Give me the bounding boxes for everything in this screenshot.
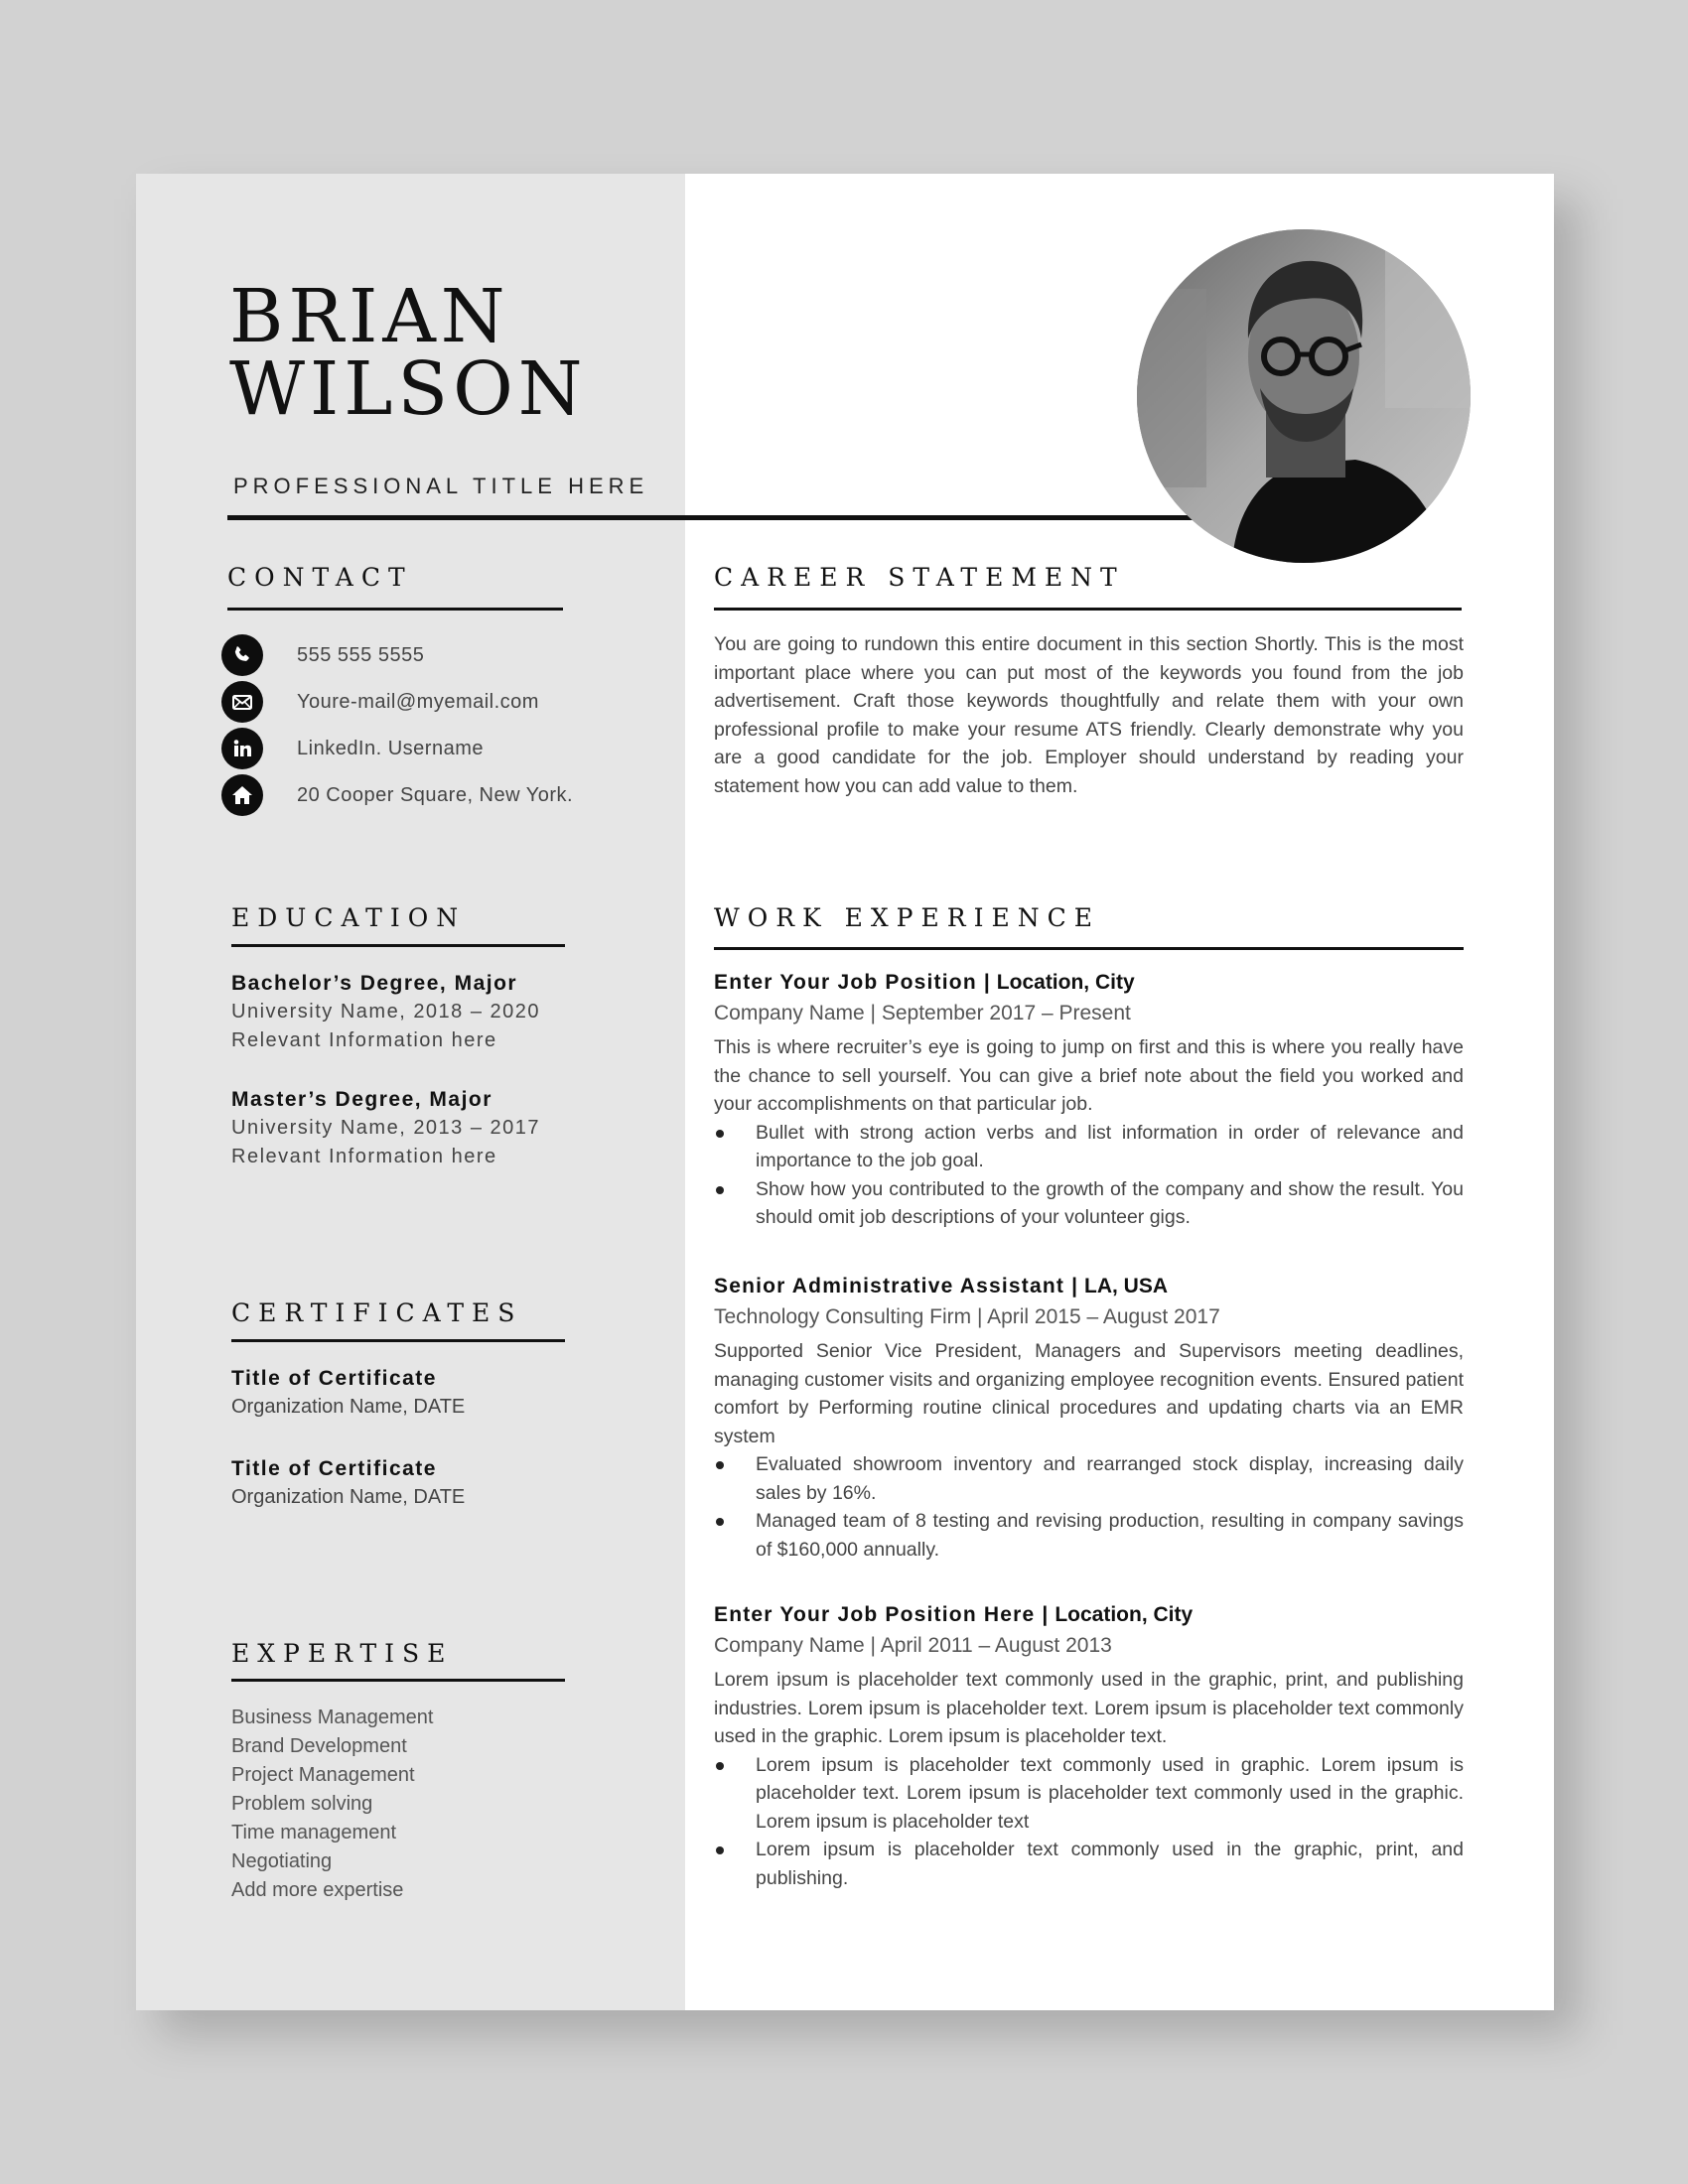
header-divider [227, 515, 1240, 520]
contact-phone-text: 555 555 5555 [297, 643, 425, 666]
contact-address-text: 20 Cooper Square, New York. [297, 783, 574, 806]
contact-linkedin-text: LinkedIn. Username [297, 737, 484, 759]
work-divider [714, 947, 1464, 950]
resume-page [136, 174, 1554, 2010]
degree-school: University Name, 2013 – 2017 [231, 1117, 541, 1139]
education-heading: EDUCATION [231, 903, 467, 932]
contact-linkedin [221, 727, 484, 770]
job-location: Location, City [990, 971, 1135, 994]
contact-email [221, 680, 539, 724]
job-description: Supported Senior Vice President, Managers and Supervisors meeting deadlines, managing customer visits and organizing employee recognition events. Ensured patient comfort by Performing routine clinical procedures and updating charts via an EMR system [714, 1340, 1464, 1447]
email-icon [221, 681, 263, 723]
linkedin-icon [221, 728, 263, 769]
expertise-heading: EXPERTISE [231, 1639, 454, 1668]
certificate-org: Organization Name, DATE [231, 1486, 466, 1508]
home-icon [221, 774, 263, 816]
expertise-item: Business Management [231, 1706, 434, 1728]
job-bullet: Lorem ipsum is placeholder text commonly used in graphic. Lorem ipsum is placeholder text. Lorem ipsum is placeholder text commonly used in the graphic. Lorem ipsum is placeholder text [714, 1751, 1464, 1837]
professional-title: PROFESSIONAL TITLE HERE [233, 474, 649, 498]
job-bullet: Managed team of 8 testing and revising production, resulting in company savings of $160,000 annually. [714, 1507, 1464, 1564]
certificate-org: Organization Name, DATE [231, 1396, 466, 1418]
contact-address [221, 773, 573, 817]
expertise-divider [231, 1679, 565, 1682]
job-bullet: Bullet with strong action verbs and list information in order of relevance and importance to the job goal. [714, 1119, 1464, 1175]
certificates-heading: CERTIFICATES [231, 1298, 523, 1327]
education-item [231, 1085, 540, 1171]
job-title [714, 1600, 1464, 1630]
job-description: This is where recruiter’s eye is going to jump on first and this is where you really have the chance to sell yourself. You can give a brief note about the field you worked and your accomplishments on that particular job. [714, 1036, 1464, 1115]
degree-title: Bachelor’s Degree, Major [231, 972, 518, 995]
expertise-item: Negotiating [231, 1850, 333, 1872]
phone-icon [221, 634, 263, 676]
expertise-item: Project Management [231, 1764, 415, 1786]
job-bullet: Evaluated showroom inventory and rearranged stock display, increasing daily sales by 16%. [714, 1450, 1464, 1507]
degree-school: University Name, 2018 – 2020 [231, 1001, 541, 1023]
job-company: Company Name | September 2017 – Present [714, 1002, 1131, 1024]
job-bullets [714, 1119, 1464, 1232]
contact-phone [221, 633, 424, 677]
job-title [714, 1272, 1464, 1301]
job-position: Enter Your Job Position Here | [714, 1603, 1050, 1626]
certificate-title: Title of Certificate [231, 1457, 437, 1480]
job-entry [714, 968, 1464, 1232]
job-company: Company Name | April 2011 – August 2013 [714, 1634, 1112, 1657]
job-bullet: Lorem ipsum is placeholder text commonly used in the graphic, print, and publishing. [714, 1836, 1464, 1892]
career-statement: You are going to rundown this entire document in this section Shortly. This is the most important place where you can put most of the keywords you found from the job advertisement. Craft those keywords thoughtfully and relate them with your own professional profile to make your resume ATS friendly. Clearly demonstrate why you are a good candidate for the job. Employer should understand by reading your statement how you can add value to them. [714, 633, 1464, 797]
career-heading: CAREER STATEMENT [714, 563, 1125, 592]
first-name: BRIAN [229, 274, 510, 359]
education-divider [231, 944, 565, 947]
contact-email-text: Youre-mail@myemail.com [297, 690, 539, 713]
candidate-name [229, 274, 588, 432]
profile-photo [1137, 229, 1471, 563]
work-heading: WORK EXPERIENCE [714, 903, 1100, 932]
expertise-list [231, 1704, 433, 1905]
expertise-item: Time management [231, 1822, 396, 1843]
certificate-item [231, 1364, 465, 1422]
career-divider [714, 608, 1462, 611]
job-position: Enter Your Job Position | [714, 971, 991, 994]
job-entry [714, 1600, 1464, 1892]
certificate-title: Title of Certificate [231, 1367, 437, 1390]
job-title [714, 968, 1464, 998]
job-position: Senior Administrative Assistant | [714, 1275, 1079, 1297]
expertise-item: Brand Development [231, 1735, 407, 1757]
job-entry [714, 1272, 1464, 1564]
job-bullets [714, 1751, 1464, 1893]
job-location: Location, City [1049, 1603, 1194, 1626]
contact-heading: CONTACT [227, 563, 413, 592]
expertise-item: Add more expertise [231, 1879, 404, 1901]
degree-info: Relevant Information here [231, 1029, 497, 1051]
expertise-item: Problem solving [231, 1793, 373, 1815]
job-company: Technology Consulting Firm | April 2015 – August 2017 [714, 1305, 1220, 1328]
certificate-item [231, 1454, 465, 1512]
degree-title: Master’s Degree, Major [231, 1088, 492, 1111]
degree-info: Relevant Information here [231, 1146, 497, 1167]
job-location: LA, USA [1078, 1275, 1169, 1297]
certificates-divider [231, 1339, 565, 1342]
job-bullets [714, 1450, 1464, 1564]
last-name: WILSON [229, 346, 588, 432]
education-item [231, 969, 540, 1055]
job-description: Lorem ipsum is placeholder text commonly used in the graphic, print, and publishing industries. Lorem ipsum is placeholder text. Lorem ipsum is placeholder text commonly used in the graphic. Lorem ipsum is placeholder text. [714, 1669, 1464, 1747]
job-bullet: Show how you contributed to the growth of the company and show the result. You should omit job descriptions of your volunteer gigs. [714, 1175, 1464, 1232]
contact-divider [227, 608, 563, 611]
